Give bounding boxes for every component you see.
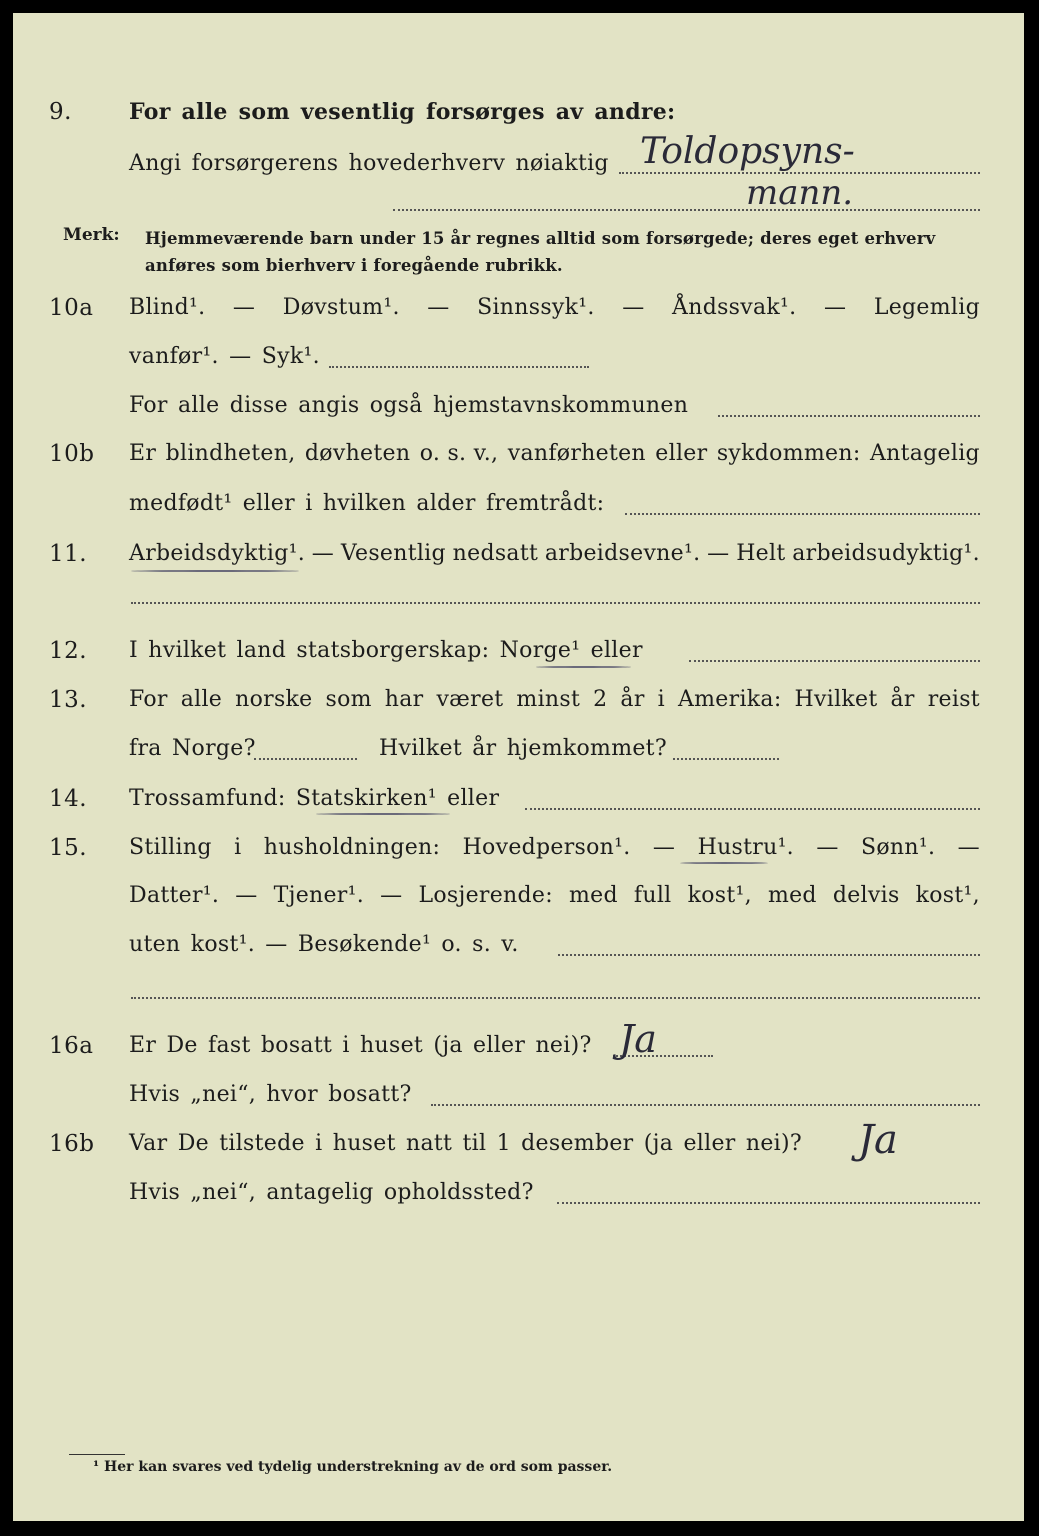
question-number: 14. [49,786,88,812]
question-number: 9. [49,99,72,125]
note-text: Hjemmeværende barn under 15 år regnes alltid som forsørgede; deres eget erhverv anføres som bierhverv i foregående rubrikk. [145,229,936,275]
option-word: Statskirken¹ [295,786,437,811]
question-text: medfødt¹ eller i hvilken alder fremtrådt: [129,491,605,516]
question-number: 12. [49,638,88,664]
question-number: 10b [49,441,95,467]
question-10b [13,441,1024,483]
question-13 [13,687,1024,729]
question-10a [13,295,1024,337]
footnote [93,1459,612,1475]
fill-line [525,808,980,810]
word: Stilling [129,835,212,860]
word: Helt [736,541,786,566]
question-text: Er De fast bosatt i huset (ja eller nei)? [129,1033,592,1058]
question-16a [13,1033,1024,1075]
question-11 [13,541,1024,583]
question-text [129,687,980,712]
fill-line [557,1202,980,1204]
word: 2 [593,687,608,712]
question-text: Var De tilstede i huset natt til 1 desember (ja eller nei)? [129,1131,802,1156]
word: sykdommen: [716,441,861,466]
question-text [129,835,980,860]
word: med [569,883,618,908]
dash: — [427,295,450,320]
question-10a-line-3 [13,393,1024,435]
census-form-page [13,13,1024,1521]
dash: — [380,883,403,908]
word: Amerika: [677,687,782,712]
note-block [13,225,1024,285]
word: Er [129,441,157,466]
fill-line [254,758,357,760]
question-text [129,295,980,320]
question-number: 10a [49,295,94,321]
word: delvis [832,883,900,908]
question-label: I hvilket land statsborgerskap: [129,638,490,663]
option-word: Sønn¹. [861,835,936,860]
option-word: arbeidsevne¹. [544,541,701,566]
dash: — [622,295,645,320]
question-13-line-2 [13,736,1024,778]
handwritten-answer: Ja [619,1017,657,1061]
word: eller [590,638,643,663]
option-word: Legemlig [873,295,980,320]
question-16b-line-2 [13,1180,1024,1222]
question-15 [13,835,1024,877]
word: år [890,687,915,712]
fill-line [131,602,980,604]
word: reist [927,687,980,712]
question-10a-line-2 [13,344,1024,386]
word: blindheten, [165,441,296,466]
word: i [234,835,242,860]
question-number: 16b [49,1131,95,1157]
question-14 [13,786,1024,828]
question-text [129,541,980,566]
question-15-line-2 [13,883,1024,925]
question-text: Hvis „nei“, antagelig opholdssted? [129,1180,534,1205]
word: i [657,687,665,712]
handwritten-underline [131,570,299,572]
dash: — [707,541,730,566]
fill-line [689,660,980,662]
question-text: fra Norge? [129,736,256,761]
word: Hvilket [794,687,878,712]
word: har [384,687,424,712]
question-heading: For alle som vesentlig forsørges av andre: [129,99,676,125]
handwritten-answer: mann. [746,173,854,213]
question-15-line-3 [13,932,1024,974]
word: o. s. v., [419,441,499,466]
option-word: Tjener¹. [273,883,365,908]
fill-line [625,513,980,515]
word: eller [447,786,500,811]
word: Losjerende: [418,883,553,908]
question-label: Trossamfund: [129,786,286,811]
question-9 [13,99,1024,141]
word: været [436,687,504,712]
option-word: kost¹, [687,883,752,908]
dash: — [652,835,676,860]
question-text [129,883,980,908]
question-number: 15. [49,835,88,861]
question-text: uten kost¹. — Besøkende¹ o. s. v. [129,932,519,957]
word: vanførheten [507,441,646,466]
dash: — [232,295,256,320]
option-word: Arbeidsdyktig¹. [129,541,306,566]
option-word: Åndssvak¹. [672,295,797,320]
handwritten-answer: Toldopsyns- [640,131,855,172]
word: alle [180,687,223,712]
question-text: For alle disse angis også hjemstavnskommunen [129,393,689,418]
dash: — [311,541,335,566]
option-word: arbeidsudyktig¹. [792,541,980,566]
word: med [767,883,817,908]
word: norske [235,687,313,712]
question-number: 11. [49,541,88,567]
dash: — [957,835,980,860]
question-text [129,638,643,663]
handwritten-underline [316,813,450,815]
fill-line [558,954,980,956]
option-word: Datter¹. [129,883,220,908]
dash: — [816,835,839,860]
note-label: Merk: [63,225,120,245]
option-word: Sinnssyk¹. [477,295,595,320]
question-text [129,441,980,466]
handwritten-underline [536,666,631,668]
word: Antagelig [869,441,980,466]
option-word: Norge¹ [499,638,581,663]
footnote-rule [69,1454,125,1455]
word: Vesentlig [340,541,446,566]
question-text: Angi forsørgerens hovederhverv nøiaktig [129,151,609,176]
question-text: Hvis „nei“, hvor bosatt? [129,1082,412,1107]
word: eller [655,441,708,466]
dash: — [823,295,847,320]
fill-line [329,366,589,368]
option-word: Blind¹. [129,295,206,320]
footnote-text: Her kan svares ved tydelig understrekning av de ord som passer. [104,1459,613,1475]
footnote-mark: ¹ [93,1459,100,1475]
question-9-line-2 [13,151,1024,193]
question-text: Hvilket år hjemkommet? [379,736,667,761]
fill-line [718,415,980,417]
fill-line [673,758,779,760]
option-word: Hustru¹. [697,835,794,860]
word: døvheten [304,441,411,466]
option-word: Døvstum¹. [282,295,400,320]
question-text [129,786,499,811]
question-number: 13. [49,687,88,713]
question-12 [13,638,1024,680]
word: For [129,687,168,712]
handwritten-answer: Ja [858,1117,898,1163]
word: år [620,687,645,712]
question-text: vanfør¹. — Syk¹. [129,344,320,369]
question-number: 16a [49,1033,94,1059]
word: husholdningen: [263,835,441,860]
word: minst [516,687,581,712]
word: nedsatt [452,541,539,566]
fill-line [393,209,980,211]
fill-line [431,1104,980,1106]
dash: — [235,883,258,908]
question-10b-line-2 [13,491,1024,533]
word: som [325,687,372,712]
handwritten-underline [680,862,768,864]
option-word: kost¹, [915,883,980,908]
option-word: Hovedperson¹. [462,835,631,860]
fill-line [131,997,980,999]
word: full [633,883,672,908]
